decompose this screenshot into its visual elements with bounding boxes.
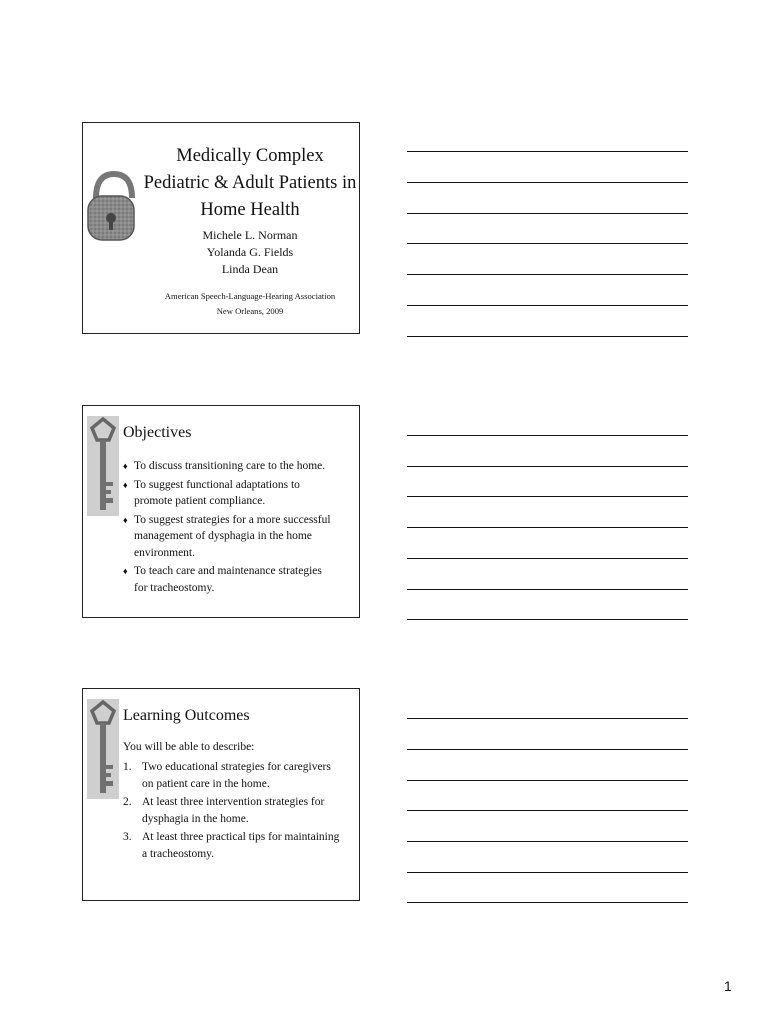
- title-line: Pediatric & Adult Patients in: [143, 173, 357, 193]
- title-line: Home Health: [200, 200, 300, 220]
- intro-text: You will be able to describe:: [123, 741, 255, 753]
- key-icon: [87, 416, 119, 516]
- note-line: [407, 213, 688, 214]
- slide-objectives: [82, 405, 360, 618]
- slide-title: [82, 122, 360, 334]
- organization: American Speech-Language-Hearing Association: [164, 291, 336, 301]
- item-number: 3.: [123, 831, 132, 843]
- note-line: [407, 718, 688, 719]
- slide-title-text: [141, 143, 359, 224]
- bullet-diamond-icon: ♦: [123, 461, 128, 471]
- outcomes-list: [123, 759, 355, 864]
- author: Yolanda G. Fields: [206, 245, 294, 259]
- author-list: [141, 227, 359, 278]
- note-line: [407, 841, 688, 842]
- item-number: 2.: [123, 796, 132, 808]
- list-item: 3. At least three practical tips for maintaining a tracheostomy.: [123, 831, 340, 860]
- note-line: [407, 872, 688, 873]
- objectives-list: [123, 458, 353, 598]
- location: New Orleans, 2009: [216, 306, 284, 316]
- organization-block: [141, 289, 359, 319]
- list-item: ♦ To suggest strategies for a more successful management of dysphagia in the home environment.: [123, 513, 331, 559]
- author: Michele L. Norman: [202, 228, 298, 242]
- note-line: [407, 151, 688, 152]
- note-line: [407, 435, 688, 436]
- author: Linda Dean: [221, 262, 279, 276]
- list-item: 1. Two educational strategies for caregivers on patient care in the home.: [123, 761, 331, 790]
- note-line: [407, 182, 688, 183]
- note-line: [407, 336, 688, 337]
- list-item: ♦ To discuss transitioning care to the home.: [123, 458, 353, 475]
- note-line: [407, 902, 688, 903]
- padlock-icon: [86, 168, 136, 243]
- note-line: [407, 619, 688, 620]
- note-line: [407, 558, 688, 559]
- slide-heading: Learning Outcomes: [123, 707, 250, 724]
- list-item: ♦ To teach care and maintenance strategies for tracheostomy.: [123, 565, 322, 594]
- note-line: [407, 780, 688, 781]
- note-line: [407, 589, 688, 590]
- title-line: Medically Complex: [176, 146, 324, 166]
- page-number: 1: [724, 978, 732, 994]
- note-line: [407, 466, 688, 467]
- bullet-diamond-icon: ♦: [123, 514, 128, 525]
- note-line: [407, 496, 688, 497]
- list-item: 2. At least three intervention strategies for dysphagia in the home.: [123, 796, 325, 825]
- item-number: 1.: [123, 761, 132, 773]
- note-line: [407, 243, 688, 244]
- note-line: [407, 810, 688, 811]
- note-line: [407, 305, 688, 306]
- note-line: [407, 274, 688, 275]
- slide-learning-outcomes: [82, 688, 360, 901]
- bullet-diamond-icon: ♦: [123, 566, 128, 576]
- list-item: ♦ To suggest functional adaptations to promote patient compliance.: [123, 478, 300, 507]
- bullet-diamond-icon: ♦: [123, 479, 128, 490]
- slide-heading: Objectives: [123, 424, 192, 441]
- note-line: [407, 749, 688, 750]
- note-line: [407, 527, 688, 528]
- key-icon: [87, 699, 119, 799]
